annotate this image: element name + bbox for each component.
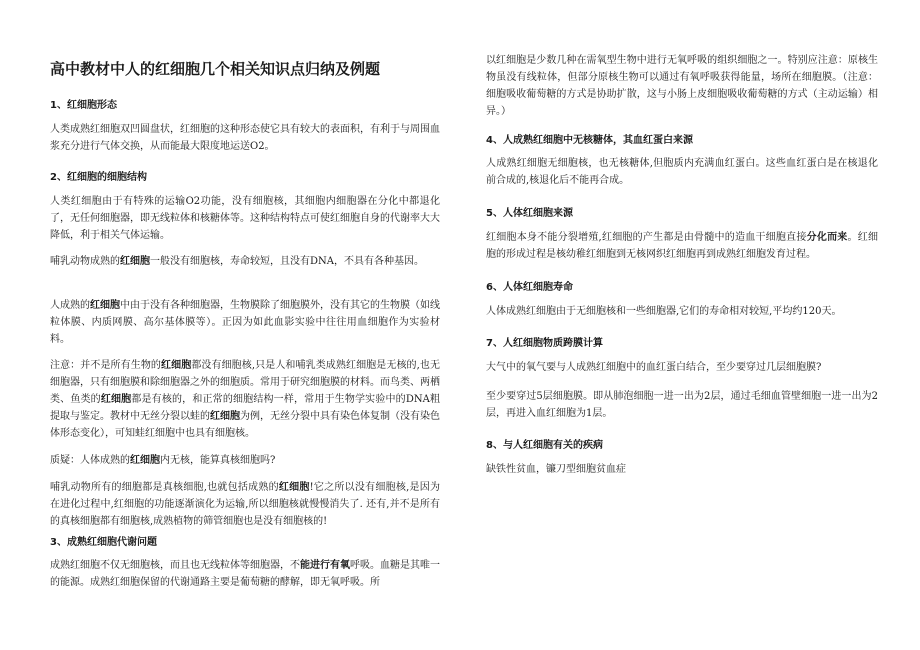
question-paragraph: 质疑：人体成熟的红细胞内无核，能算真核细胞吗? (50, 455, 276, 466)
note-paragraph: 注意：并不是所有生物的红细胞都没有细胞核,只是人和哺乳类成熟红细胞是无核的,也无细胞器，只有细胞膜和除细胞器之外的细胞质。常用于研究细胞膜的材料。而鸟类、两栖类、鱼类的红细胞都是有核的，和正常的细胞结构一样，常用于生物学实验中的DNA粗提取与鉴定。教材中无丝分裂以蛙的红细胞为例，无丝分裂中具有染色体复制（没有染色体形态变化），可知蛙红细胞中也具有细胞核。 (50, 360, 441, 439)
section-7-heading: 7、人红细胞物质跨膜计算 (486, 338, 603, 349)
section-7-answer: 至少要穿过5层细胞膜。即从肺泡细胞一进一出为2层，通过毛细血管壁细胞一进一出为2层，再进入血红细胞为1层。 (486, 391, 878, 419)
answer-paragraph: 哺乳动物所有的细胞都是真核细胞,也就包括成熟的红细胞!它之所以没有细胞核,是因为在进化过程中,红细胞的功能逐渐演化为运输,所以细胞核就慢慢消失了. 还有,并不是所有的真核细胞都有细胞核,成熟植物的筛管细胞也是没有细胞核的! (50, 482, 441, 527)
section-2-paragraph-3: 人成熟的红细胞中由于没有各种细胞器，生物膜除了细胞膜外，没有其它的生物膜（如线粒体膜、内质网膜、高尔基体膜等）。正因为如此血影实验中往往用血细胞作为实验材料。 (50, 300, 440, 345)
section-8-paragraph: 缺铁性贫血，镰刀型细胞贫血症 (486, 464, 626, 475)
section-2-heading: 2、红细胞的细胞结构 (50, 172, 147, 183)
document-title: 高中教材中人的红细胞几个相关知识点归纳及例题 (50, 60, 381, 78)
section-3-continued-paragraph: 以红细胞是少数几种在需氧型生物中进行无氧呼吸的组织细胞之一。特别应注意：原核生物虽没有线粒体，但部分原核生物可以通过有氧呼吸获得能量，场所在细胞膜。（注意：细胞吸收葡萄糖的方式是协助扩散，这与小肠上皮细胞吸收葡萄糖的方式（主动运输）相异。） (486, 55, 878, 117)
section-3-heading: 3、成熟红细胞代谢问题 (50, 537, 157, 548)
section-8-heading: 8、与人红细胞有关的疾病 (486, 440, 603, 451)
section-1-heading: 1、红细胞形态 (50, 100, 117, 111)
section-7-question: 大气中的氧气要与人成熟红细胞中的血红蛋白结合，至少要穿过几层细胞膜? (486, 362, 822, 373)
section-6-paragraph: 人体成熟红细胞由于无细胞核和一些细胞器,它们的寿命相对较短,平均约120天。 (486, 306, 842, 317)
section-4-paragraph: 人成熟红细胞无细胞核，也无核糖体,但胞质内充满血红蛋白。这些血红蛋白是在核退化前合成的,核退化后不能再合成。 (486, 158, 878, 186)
section-4-heading: 4、人成熟红细胞中无核糖体，其血红蛋白来源 (486, 135, 693, 146)
section-2-paragraph-1: 人类红细胞由于有特殊的运输O2功能，没有细胞核，其细胞内细胞器在分化中都退化了，无任何细胞器，即无线粒体和核糖体等。这种结构特点可使红细胞自身的代谢率大大降低，利于相关气体运输。 (50, 196, 440, 241)
section-1-paragraph: 人类成熟红细胞双凹圆盘状，红细胞的这种形态使它具有较大的表面积，有利于与周围血浆充分进行气体交换，从而能最大限度地运送O2。 (50, 124, 440, 152)
section-5-heading: 5、人体红细胞来源 (486, 208, 573, 219)
section-6-heading: 6、人体红细胞寿命 (486, 282, 573, 293)
section-5-paragraph: 红细胞本身不能分裂增殖,红细胞的产生都是由骨髓中的造血干细胞直接分化而来。红细胞的形成过程是核幼稚红细胞到无核网织红细胞再到成熟红细胞发育过程。 (486, 232, 879, 260)
section-2-paragraph-2: 哺乳动物成熟的红细胞一般没有细胞核，寿命较短，且没有DNA，不具有各种基因。 (50, 256, 424, 267)
section-3-paragraph: 成熟红细胞不仅无细胞核，而且也无线粒体等细胞器，不能进行有氧呼吸。血糖是其唯一的能源。成熟红细胞保留的代谢通路主要是葡萄糖的酵解，即无氧呼吸。所 (50, 560, 440, 588)
